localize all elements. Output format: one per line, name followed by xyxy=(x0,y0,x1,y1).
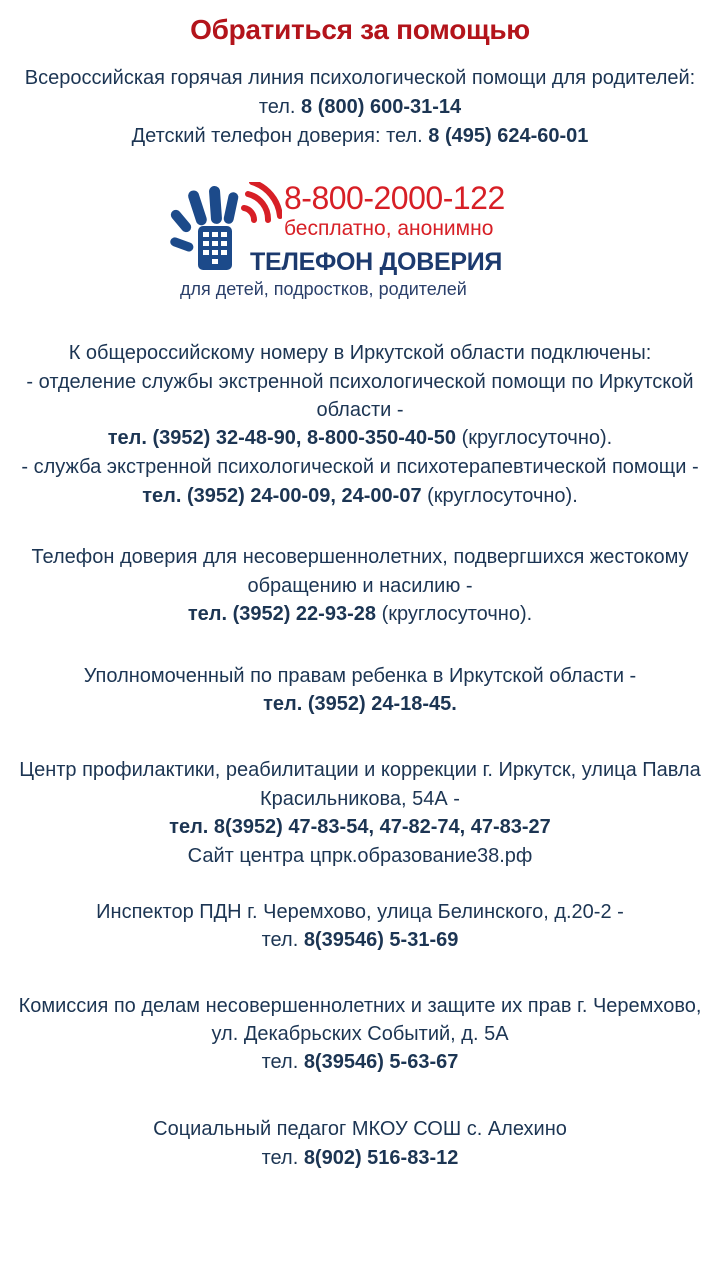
irkutsk-item1-phone-line xyxy=(10,424,710,452)
inspector-phone-line xyxy=(10,926,710,954)
irkutsk-item1-phone[interactable]: тел. (3952) 32-48-90, 8-800-350-40-50 xyxy=(107,427,457,449)
irkutsk-item1-line2: области - xyxy=(316,399,404,421)
center-phone[interactable]: тел. 8(3952) 47-83-54, 47-82-74, 47-83-27 xyxy=(169,816,551,838)
irkutsk-item2-line1: - служба экстренной психологической и психотерапевтической помощи - xyxy=(21,456,699,478)
center-site[interactable]: Сайт центра цпрк.образование38.рф xyxy=(187,845,533,867)
minors-line1: Телефон доверия для несовершеннолетних, подвергшихся жестокому xyxy=(31,546,689,568)
page-title: Обратиться за помощью xyxy=(190,14,530,45)
irkutsk-intro: К общероссийскому номеру в Иркутской области подключены: xyxy=(68,342,652,364)
irkutsk-item2-phone-line xyxy=(10,482,710,510)
irkutsk-item2-note: (круглосуточно). xyxy=(427,485,578,507)
logo-phone-number[interactable]: 8-800-2000-122 xyxy=(284,180,505,216)
inspector-phone-prefix: тел. xyxy=(261,929,299,951)
teacher-line1: Социальный педагог МКОУ СОШ с. Алехино xyxy=(153,1118,567,1140)
helpline-logo xyxy=(170,180,520,305)
irkutsk-item1-line1: - отделение службы экстренной психологической помощи по Иркутской xyxy=(26,371,694,393)
logo-audience: для детей, подростков, родителей xyxy=(180,279,467,299)
ombudsman-line1: Уполномоченный по правам ребенка в Иркутской области - xyxy=(83,665,637,687)
ombudsman-phone-line xyxy=(10,690,710,718)
logo-brand: ТЕЛЕФОН ДОВЕРИЯ xyxy=(250,248,503,276)
minors-line2: обращению и насилию - xyxy=(247,575,473,597)
hotline-phone[interactable]: 8 (800) 600-31-14 xyxy=(301,96,462,118)
teacher-phone-line xyxy=(10,1144,710,1172)
child-phone-line xyxy=(10,122,710,150)
ombudsman-phone[interactable]: тел. (3952) 24-18-45. xyxy=(263,693,457,715)
inspector-phone[interactable]: 8(39546) 5-31-69 xyxy=(303,929,459,951)
teacher-phone-prefix: тел. xyxy=(261,1147,299,1169)
child-phone-prefix: Детский телефон доверия: тел. xyxy=(131,125,423,147)
logo-tagline: бесплатно, анонимно xyxy=(284,217,494,240)
center-line1: Центр профилактики, реабилитации и коррекции г. Иркутск, улица Павла xyxy=(19,759,701,781)
irkutsk-item2-phone[interactable]: тел. (3952) 24-00-09, 24-00-07 xyxy=(142,485,422,507)
child-phone[interactable]: 8 (495) 624-60-01 xyxy=(428,125,589,147)
minors-phone-line xyxy=(10,600,710,628)
hotline-text: Всероссийская горячая линия психологической помощи для родителей: xyxy=(24,67,696,89)
teacher-phone[interactable]: 8(902) 516-83-12 xyxy=(303,1147,459,1169)
minors-note: (круглосуточно). xyxy=(381,603,533,625)
hotline-phone-prefix: тел. xyxy=(258,96,296,118)
minors-phone[interactable]: тел. (3952) 22-93-28 xyxy=(187,603,376,625)
hotline-phone-line xyxy=(10,93,710,121)
center-phone-line xyxy=(10,813,710,841)
irkutsk-item1-note: (круглосуточно). xyxy=(461,427,613,449)
center-line2: Красильникова, 54А - xyxy=(260,788,460,810)
commission-line1: Комиссия по делам несовершеннолетних и защите их прав г. Черемхово, xyxy=(18,995,702,1017)
commission-phone[interactable]: 8(39546) 5-63-67 xyxy=(303,1051,459,1073)
commission-line2: ул. Декабрьских Событий, д. 5А xyxy=(211,1023,509,1045)
inspector-line1: Инспектор ПДН г. Черемхово, улица Белинского, д.20-2 - xyxy=(96,901,624,923)
commission-phone-line xyxy=(10,1048,710,1076)
commission-phone-prefix: тел. xyxy=(261,1051,299,1073)
